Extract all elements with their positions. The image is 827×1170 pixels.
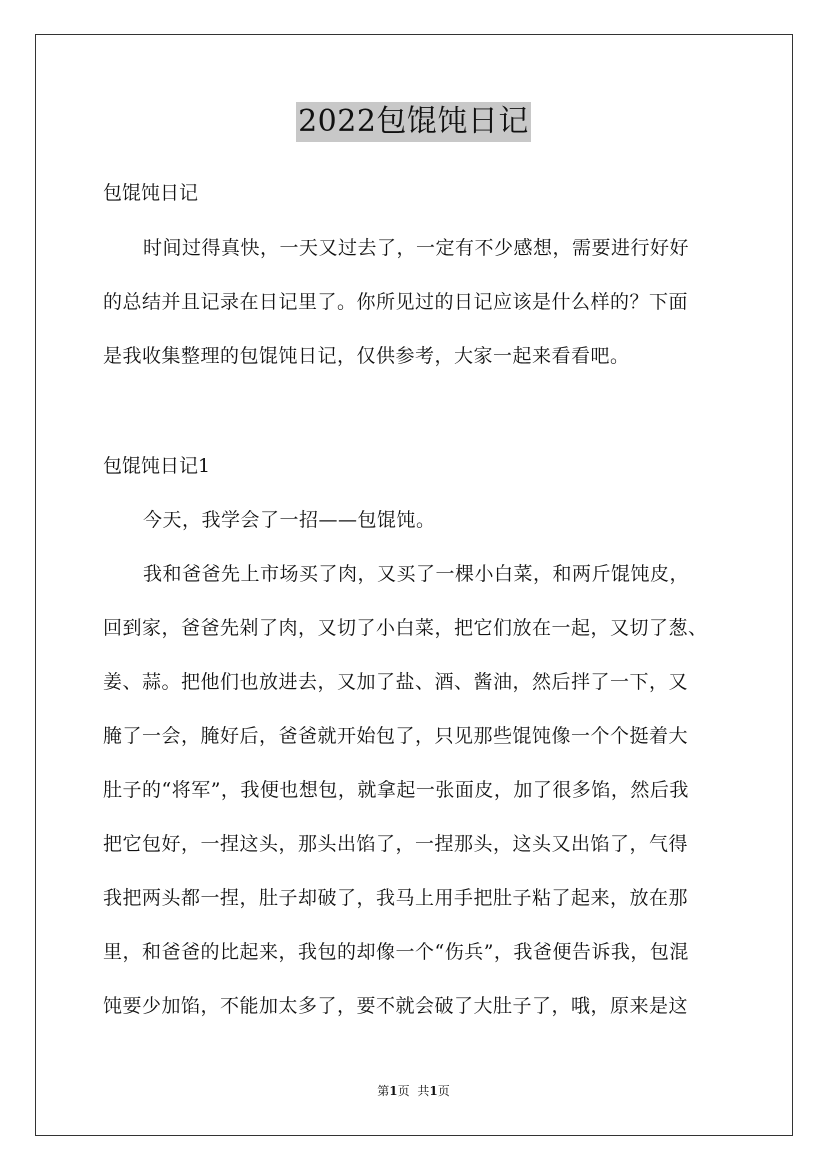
page-footer [0, 1083, 827, 1099]
total-prefix: 共 [417, 1084, 430, 1098]
total-pages: 1 [429, 1084, 438, 1098]
paragraph-line: 回到家，爸爸先剁了肉，又切了小白菜，把它们放在一起，又切了葱、 [103, 617, 708, 639]
page-number: 1 [389, 1084, 398, 1098]
paragraph-line: 里，和爸爸的比起来，我包的却像一个“伤兵”，我爸便告诉我，包混 [103, 941, 689, 963]
paragraph-line: 我把两头都一捏，肚子却破了，我马上用手把肚子粘了起来，放在那 [103, 887, 689, 909]
paragraph-line: 饨要少加馅，不能加太多了，要不就会破了大肚子了，哦，原来是这 [103, 995, 689, 1017]
paragraph-line: 姜、蒜。把他们也放进去，又加了盐、酒、酱油，然后拌了一下，又 [103, 671, 689, 693]
paragraph-line: 我和爸爸先上市场买了肉，又买了一棵小白菜，和两斤馄饨皮， [143, 563, 690, 585]
section-heading: 包馄饨日记1 [103, 455, 211, 477]
document-title: 2022包馄饨日记 [296, 102, 531, 142]
paragraph-line: 腌了一会，腌好后，爸爸就开始包了，只见那些馄饨像一个个挺着大 [103, 725, 689, 747]
intro-line: 时间过得真快，一天又过去了，一定有不少感想，需要进行好好 [143, 237, 690, 259]
total-suffix: 页 [437, 1084, 450, 1098]
intro-heading: 包馄饨日记 [103, 182, 199, 204]
paragraph-line: 今天，我学会了一招——包馄饨。 [143, 509, 436, 531]
intro-line: 的总结并且记录在日记里了。你所见过的日记应该是什么样的？下面 [103, 291, 689, 313]
page-prefix: 第 [377, 1084, 390, 1098]
paragraph-line: 肚子的“将军”，我便也想包，就拿起一张面皮，加了很多馅，然后我 [103, 779, 689, 801]
intro-line: 是我收集整理的包馄饨日记，仅供参考，大家一起来看看吧。 [103, 345, 630, 367]
paragraph-line: 把它包好，一捏这头，那头出馅了，一捏那头，这头又出馅了，气得 [103, 833, 689, 855]
title-container [0, 102, 827, 142]
page-suffix: 页 [397, 1084, 410, 1098]
